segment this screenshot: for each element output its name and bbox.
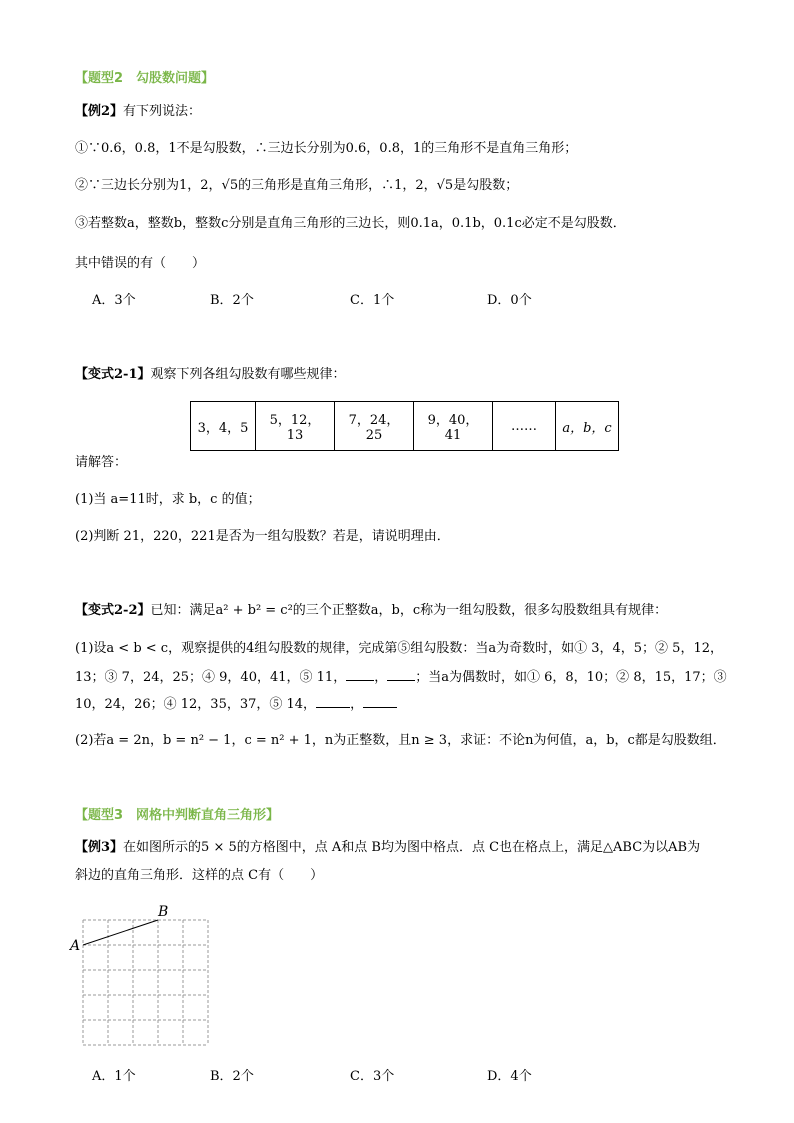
- q1-line2-start: 13；③ 7，24，25；④ 9，40，41，⑤ 11，: [75, 670, 347, 685]
- example-tag: 【例3】: [75, 840, 124, 855]
- answer-blank[interactable]: [387, 667, 415, 681]
- statement-3: ③若整数a，整数b，整数c分别是直角三角形的三边长，则0.1a，0.1b，0.1c必定不是勾股数．: [75, 216, 626, 231]
- variant-text: 观察下列各组勾股数有哪些规律：: [150, 367, 346, 382]
- option-c[interactable]: C．1个: [350, 293, 395, 308]
- option-b[interactable]: B．2个: [210, 1069, 254, 1084]
- statement-1: ①∵0.6，0.8，1不是勾股数，∴三边长分别为0.6，0.8，1的三角形不是直角三角形；: [75, 141, 578, 156]
- variant-tag: 【变式2-1】: [75, 367, 151, 382]
- example-2-stem: [75, 103, 201, 121]
- answer-blank[interactable]: [363, 694, 397, 708]
- section-title-3: 【题型3 网格中判断直角三角形】: [75, 808, 280, 823]
- variant-2-2-q1-line3: 10，24，26；④ 12，35，37，⑤ 14， ，: [75, 694, 397, 714]
- table-cell: 9，40，41: [414, 402, 493, 451]
- answer-blank[interactable]: [346, 667, 374, 681]
- example-text: 有下列说法：: [123, 104, 202, 119]
- option-b[interactable]: B．2个: [210, 293, 254, 308]
- pattern-table: [190, 401, 619, 451]
- variant-2-2-q1-line2: 13；③ 7，24，25；④ 9，40，41，⑤ 11， ， ；当a为偶数时，如① 6，8，10；② 8，15，17；③: [75, 667, 727, 687]
- option-d[interactable]: D．0个: [487, 293, 532, 308]
- table-cell: ……: [493, 402, 556, 451]
- variant-2-1-q2: (2)判断 21，220，221是否为一组勾股数？若是，请说明理由．: [75, 529, 450, 544]
- section-title-2: 【题型2 勾股数问题】: [75, 71, 215, 86]
- example-text: 在如图所示的5 × 5的方格图中，点 A和点 B均为图中格点．点 C也在格点上，满足△ABC为以AB为: [123, 840, 701, 855]
- example-3-stem-line1: [75, 839, 700, 857]
- variant-text: 已知：满足a² + b² = c²的三个正整数a，b，c称为一组勾股数，很多勾股数组具有规律：: [150, 603, 668, 618]
- table-cell: 3，4，5: [191, 402, 256, 451]
- option-a[interactable]: A．1个: [92, 1069, 136, 1084]
- option-d[interactable]: D．4个: [487, 1069, 532, 1084]
- variant-2-2-q2: (2)若a = 2n，b = n² − 1，c = n² + 1，n为正整数，且n ≥ 3，求证：不论n为何值，a，b，c都是勾股数组．: [75, 733, 726, 748]
- example-tag: 【例2】: [75, 104, 124, 119]
- answer-blank[interactable]: [316, 694, 350, 708]
- variant-tag: 【变式2-2】: [75, 603, 151, 618]
- variant-2-2-q1-line1: (1)设a < b < c，观察提供的4组勾股数的规律，完成第⑤组勾股数：当a为奇数时，如① 3，4，5；② 5，12，: [75, 641, 723, 656]
- question-text: 其中错误的有（ ）: [75, 256, 206, 271]
- option-c[interactable]: C．3个: [350, 1069, 395, 1084]
- statement-2: ②∵三边长分别为1，2，√5的三角形是直角三角形，∴1，2，√5是勾股数；: [75, 178, 519, 193]
- point-b-label: B: [158, 904, 169, 920]
- segment-ab: [83, 920, 158, 945]
- q1-line3-start: 10，24，26；④ 12，35，37，⑤ 14，: [75, 697, 317, 712]
- q1-line2-end: ；当a为偶数时，如① 6，8，10；② 8，15，17；③: [415, 670, 727, 685]
- variant-2-2-stem: [75, 602, 667, 620]
- example-3-stem-line2: 斜边的直角三角形．这样的点 C有（ ）: [75, 868, 324, 883]
- variant-2-1-stem: [75, 366, 346, 384]
- variant-2-1-q1: (1)当 a=11时，求 b，c 的值；: [75, 492, 261, 507]
- option-a[interactable]: A．3个: [92, 293, 136, 308]
- table-cell: 5，12，13: [256, 402, 335, 451]
- grid-figure: [68, 900, 218, 1050]
- table-cell: a，b，c: [556, 402, 619, 451]
- answer-label: 请解答：: [75, 455, 128, 470]
- point-a-label: A: [70, 938, 81, 954]
- table-cell: 7，24，25: [335, 402, 414, 451]
